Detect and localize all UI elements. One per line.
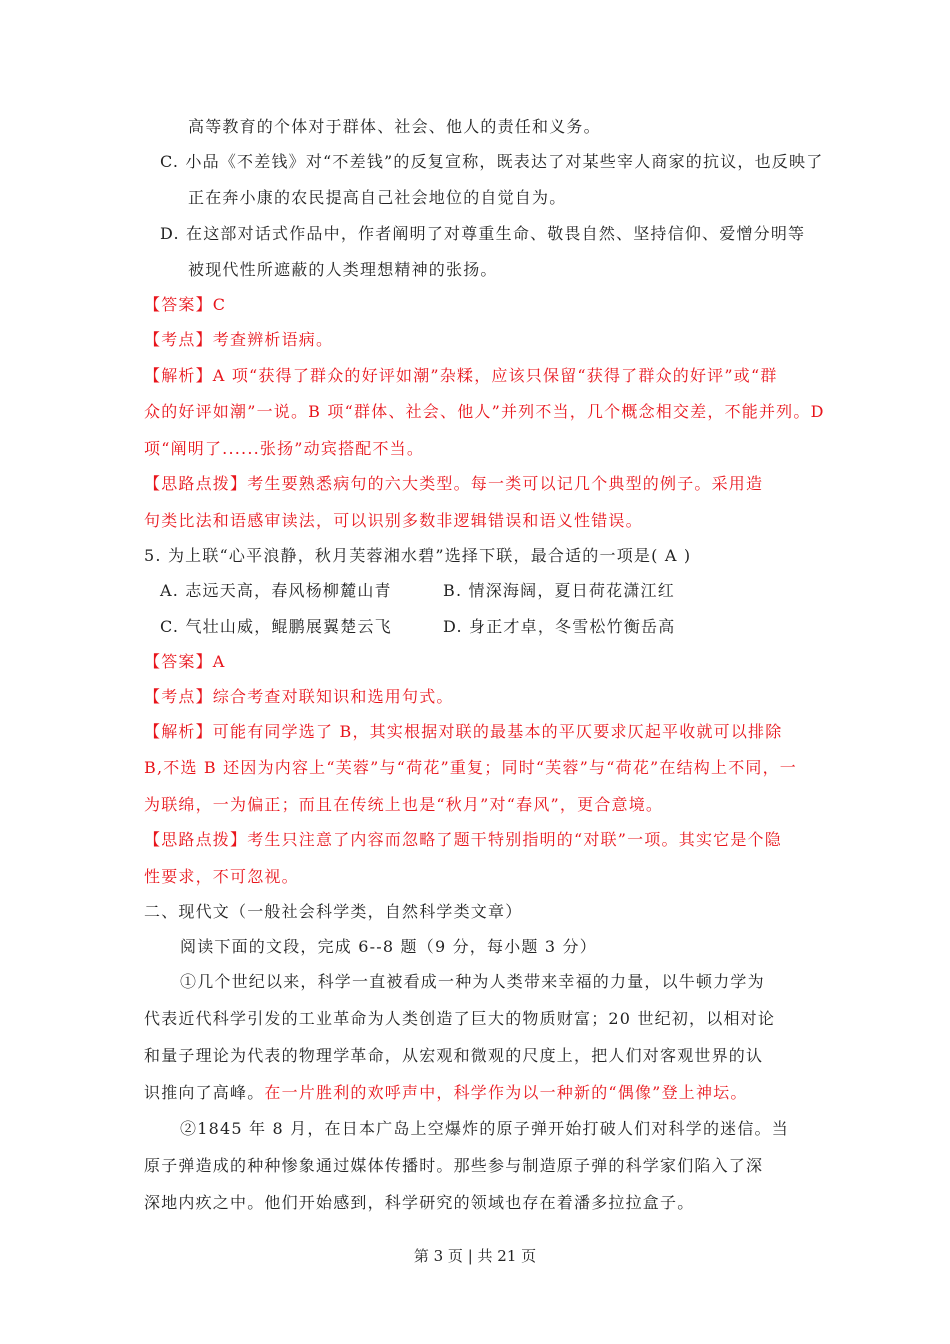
text-line <box>144 722 782 742</box>
body-text: ①几个世纪以来，科学一直被看成一种为人类带来幸福的力量，以牛顿力学为 <box>180 972 765 991</box>
text-line <box>180 937 597 957</box>
answer-text: 在一片胜利的欢呼声中，科学作为以一种新的“偶像”登上神坛。 <box>264 1083 748 1102</box>
text-line <box>144 867 299 887</box>
text-line <box>188 260 498 280</box>
body-text: A. 志远天高，春风杨柳麓山青 <box>160 581 392 600</box>
text-line <box>144 402 825 422</box>
text-line <box>144 474 763 494</box>
text-line <box>160 617 676 637</box>
text-line <box>144 1193 694 1213</box>
body-text: 正在奔小康的农民提高自己社会地位的自觉自为。 <box>188 188 567 207</box>
body-text: 原子弹造成的种种惨象通过媒体传播时。那些参与制造原子弹的科学家们陷入了深 <box>144 1156 764 1175</box>
body-text: 识推向了高峰。 <box>144 1083 265 1102</box>
answer-text: 【思路点拨】考生只注意了内容而忽略了题干特别指明的“对联”一项。其实它是个隐 <box>144 830 782 849</box>
text-line <box>144 830 782 850</box>
text-line <box>144 1009 775 1029</box>
text-line <box>144 902 522 922</box>
text-line <box>144 1083 748 1103</box>
answer-text: 项“阐明了......张扬”动宾搭配不当。 <box>144 439 425 458</box>
body-text: 5. 为上联“心平浪静，秋月芙蓉湘水碧”选择下联，最合适的一项是( A ) <box>144 546 692 565</box>
body-text: 高等教育的个体对于群体、社会、他人的责任和义务。 <box>188 117 601 136</box>
text-line <box>144 546 691 566</box>
body-text: B. 情深海阔，夏日荷花潇江红 <box>443 581 675 600</box>
text-line <box>144 330 333 350</box>
body-text: 被现代性所遮蔽的人类理想精神的张扬。 <box>188 260 498 279</box>
text-line <box>144 687 454 707</box>
answer-text: 【考点】综合考查对联知识和选用句式。 <box>144 687 454 706</box>
text-line <box>144 795 663 815</box>
body-text: 二、现代文（一般社会科学类，自然科学类文章） <box>144 902 523 921</box>
answer-text: 为联绵，一为偏正；而且在传统上也是“秋月”对“春风”，更合意境。 <box>144 795 664 814</box>
body-text: D. 在这部对话式作品中，作者阐明了对尊重生命、敬畏自然、坚持信仰、爱憎分明等 <box>160 224 806 243</box>
text-line <box>144 652 226 672</box>
body-text: 和量子理论为代表的物理学革命，从宏观和微观的尺度上，把人们对客观世界的认 <box>144 1046 764 1065</box>
body-text: C. 气壮山威，鲲鹏展翼楚云飞 <box>160 617 392 636</box>
text-line <box>144 366 778 386</box>
answer-text: 【解析】可能有同学选了 B，其实根据对联的最基本的平仄要求仄起平收就可以排除 <box>144 722 783 741</box>
answer-text: 【考点】考查辨析语病。 <box>144 330 334 349</box>
text-line <box>180 972 765 992</box>
text-line <box>160 224 805 244</box>
answer-text: 【思路点拨】考生要熟悉病句的六大类型。每一类可以记几个典型的例子。采用造 <box>144 474 764 493</box>
text-line <box>160 152 823 172</box>
answer-text: 性要求，不可忽视。 <box>144 867 299 886</box>
text-line <box>144 1046 763 1066</box>
text-line <box>144 1156 763 1176</box>
body-text: D. 身正才卓，冬雪松竹衡岳高 <box>443 617 676 636</box>
text-line <box>144 295 226 315</box>
answer-text: 【答案】C <box>144 295 227 314</box>
body-text: 阅读下面的文段，完成 6--8 题（9 分，每小题 3 分） <box>180 937 597 956</box>
body-text: ②1845 年 8 月，在日本广岛上空爆炸的原子弹开始打破人们对科学的迷信。当 <box>180 1119 789 1138</box>
text-line <box>144 758 797 778</box>
answer-text: 【答案】A <box>144 652 226 671</box>
body-text: 代表近代科学引发的工业革命为人类创造了巨大的物质财富；20 世纪初，以相对论 <box>144 1009 776 1028</box>
text-line <box>160 581 675 601</box>
body-text: 深地内疚之中。他们开始感到，科学研究的领域也存在着潘多拉拉盒子。 <box>144 1193 695 1212</box>
text-line <box>144 511 643 531</box>
answer-text: 众的好评如潮”一说。B 项“群体、社会、他人”并列不当，几个概念相交差，不能并列。D <box>144 402 825 421</box>
answer-text: 【解析】A 项“获得了群众的好评如潮”杂糅，应该只保留“获得了群众的好评”或“群 <box>144 366 778 385</box>
text-line <box>180 1119 789 1139</box>
text-line <box>144 439 424 459</box>
text-line <box>188 188 566 208</box>
body-text: C. 小品《不差钱》对“不差钱”的反复宣称，既表达了对某些宰人商家的抗议，也反映了 <box>160 152 824 171</box>
answer-text: B,不选 B 还因为内容上“芙蓉”与“荷花”重复；同时“芙蓉”与“荷花”在结构上不同，一 <box>144 758 798 777</box>
page-footer: 第 3 页 | 共 21 页 <box>413 1247 537 1265</box>
answer-text: 句类比法和语感审读法，可以识别多数非逻辑错误和语义性错误。 <box>144 511 643 530</box>
text-line <box>188 117 601 137</box>
